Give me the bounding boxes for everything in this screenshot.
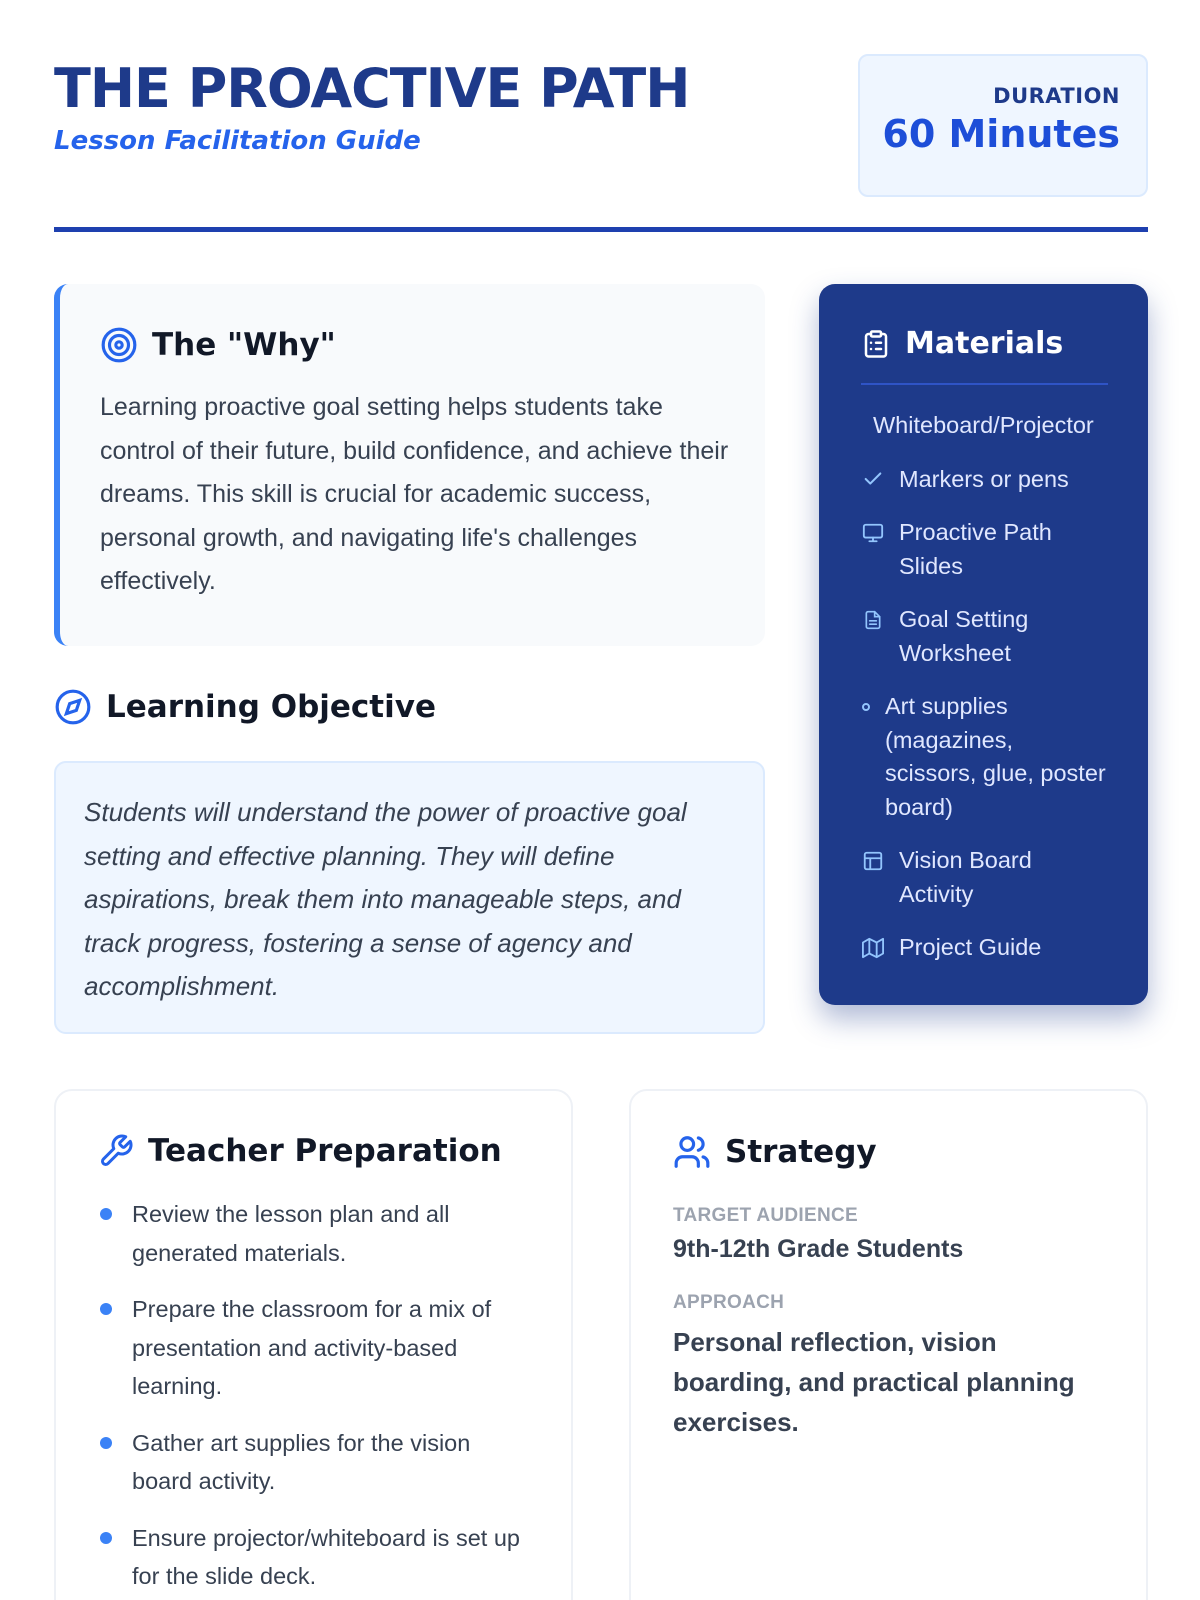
list-item [98,1290,535,1406]
target-icon [100,326,138,364]
material-label: Art supplies (magazines, scissors, glue, poster board) [885,693,1106,820]
preparation-text: Ensure projector/whiteboard is set up for the slide deck. [132,1524,520,1589]
duration-value: 60 Minutes [882,112,1120,156]
materials-panel [819,284,1148,1005]
list-item [861,931,1108,965]
material-label: Vision Board Activity [899,847,1032,907]
preparation-header [98,1133,535,1169]
strategy-heading: Strategy [725,1134,877,1170]
compass-icon [54,688,92,726]
material-label: Proactive Path Slides [899,519,1052,579]
material-label: Goal Setting Worksheet [899,606,1029,666]
bullet-dot [100,1437,112,1449]
list-item [98,1424,535,1501]
materials-header [861,326,1108,385]
objective-text: Students will understand the power of proactive goal setting and effective planning. They will define aspirations, break them into manageable steps, and track progress, fostering a sense of agency and accomplishment. [84,797,687,1001]
small-circle-icon [861,690,871,723]
why-heading: The "Why" [152,327,336,363]
preparation-text: Review the lesson plan and all generated materials. [132,1201,450,1266]
layout-icon [861,844,885,877]
preparation-card [54,1089,573,1600]
audience-value: 9th-12th Grade Students [673,1235,964,1263]
clipboard-icon [861,328,891,360]
list-item [861,603,1108,670]
audience-label: TARGET AUDIENCE [673,1205,858,1226]
list-item [861,690,1108,824]
check-icon [861,463,885,496]
strategy-header [673,1133,1110,1171]
preparation-text: Prepare the classroom for a mix of presentation and activity-based learning. [132,1296,492,1399]
preparation-list [98,1195,535,1596]
users-icon [673,1133,711,1171]
objective-header [54,688,436,726]
duration-label: DURATION [993,84,1120,108]
list-item [98,1519,535,1596]
wrench-icon [98,1133,134,1169]
why-card [54,284,765,646]
approach-label: APPROACH [673,1292,785,1313]
materials-heading: Materials [905,326,1064,361]
strategy-card [629,1089,1148,1600]
bullet-dot [100,1303,112,1315]
duration-box [858,54,1148,197]
approach-value: Personal reflection, vision boarding, and practical planning exercises. [673,1327,1075,1437]
page-subtitle: Lesson Facilitation Guide [54,126,421,156]
material-label: Markers or pens [899,465,1069,492]
material-label: Whiteboard/Projector [873,412,1094,438]
map-icon [861,931,885,964]
preparation-heading: Teacher Preparation [148,1133,502,1169]
material-label: Project Guide [899,934,1042,960]
list-item [861,844,1108,911]
objective-heading: Learning Objective [106,689,436,725]
document-icon [861,603,885,636]
list-item [861,516,1108,583]
list-item [861,409,1108,443]
list-item [861,463,1108,497]
why-text: Learning proactive goal setting helps students take control of their future, build confidence, and achieve their dreams. This skill is crucial for academic success, personal growth, and navigating life's challenges effectively. [100,393,729,595]
list-item [98,1195,535,1272]
bullet-dot [100,1532,112,1544]
objective-card [54,761,765,1034]
monitor-icon [861,516,885,549]
why-header [100,326,735,364]
materials-list [861,409,1108,965]
preparation-text: Gather art supplies for the vision board activity. [132,1429,471,1494]
page-title: THE PROACTIVE PATH [54,57,690,120]
page-header [54,54,1148,232]
bullet-dot [100,1208,112,1220]
